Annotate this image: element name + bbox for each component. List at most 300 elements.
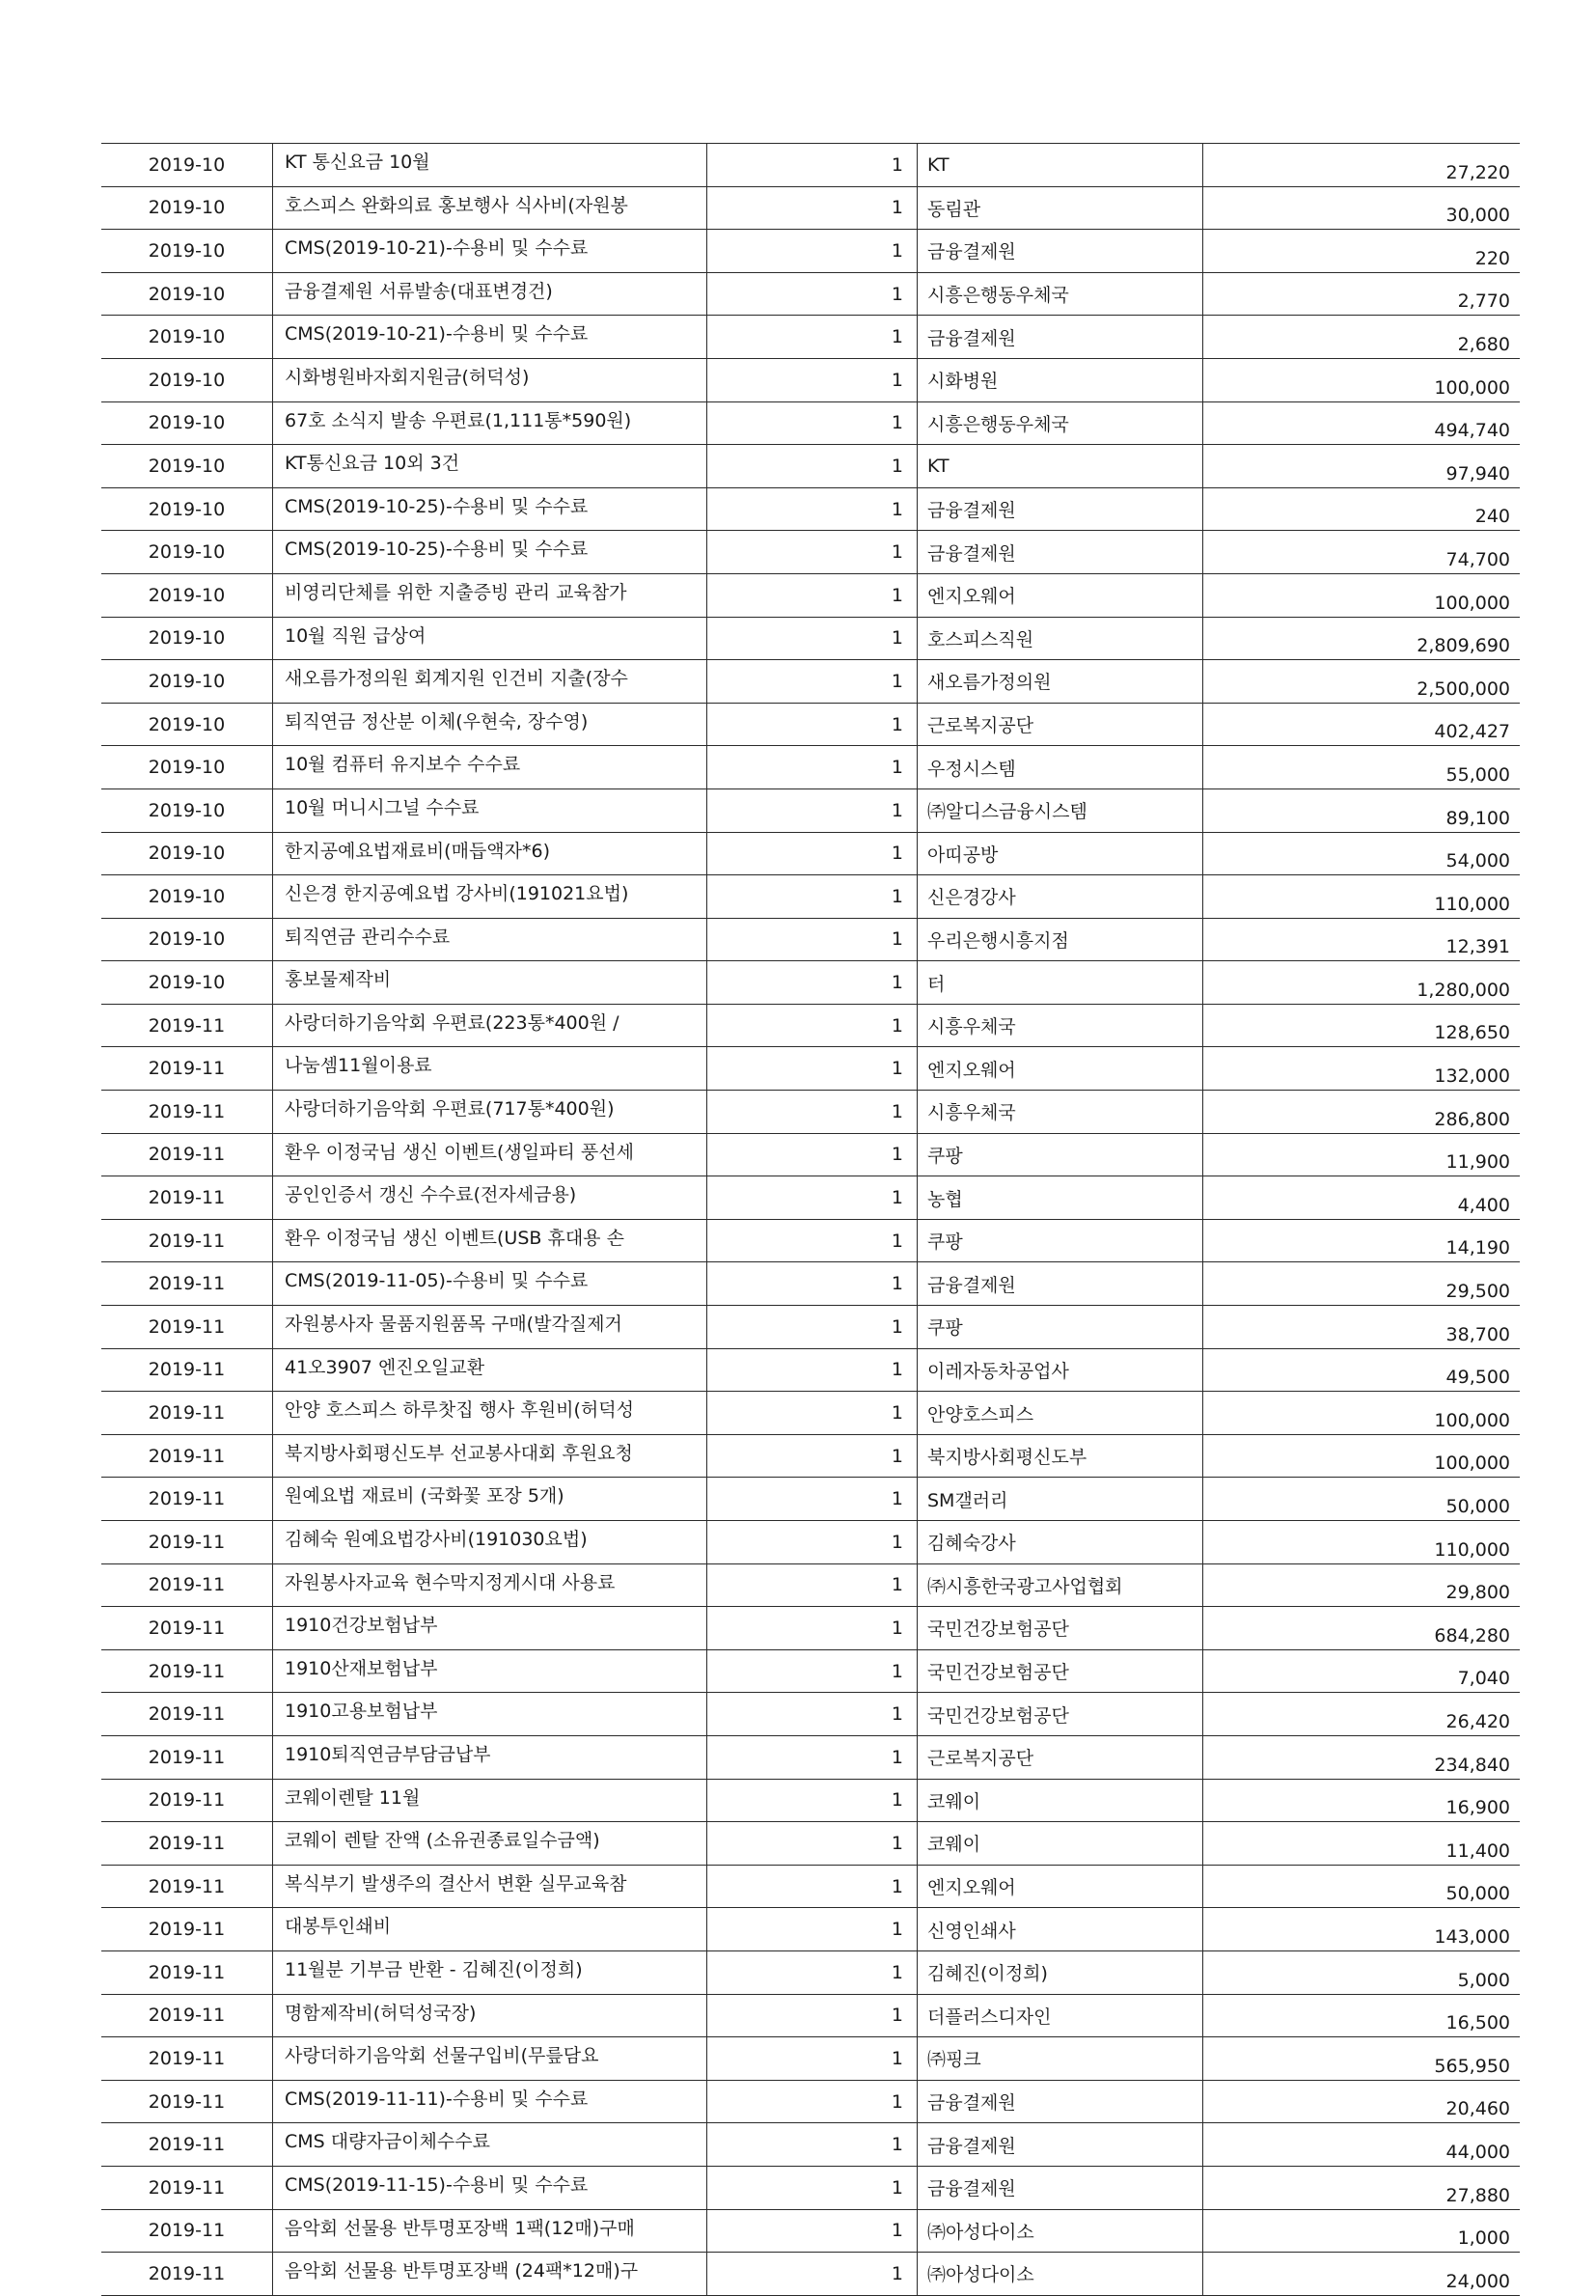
quantity-cell: 1 [707,1908,918,1951]
amount-cell: 110,000 [1203,875,1521,919]
vendor-cell: 새오름가정의원 [918,660,1203,704]
description-cell: 사랑더하기음악회 우편료(223통*400원 / [273,1004,707,1047]
date-cell: 2019-10 [101,875,273,919]
quantity-cell: 1 [707,2166,918,2209]
amount-cell: 132,000 [1203,1047,1521,1091]
vendor-cell: 금융결제원 [918,230,1203,273]
amount-cell: 89,100 [1203,788,1521,832]
quantity-cell: 1 [707,272,918,316]
quantity-cell: 1 [707,703,918,746]
vendor-cell: 우리은행시흥지점 [918,918,1203,961]
vendor-cell: 금융결제원 [918,2123,1203,2167]
date-cell: 2019-11 [101,1779,273,1822]
date-cell: 2019-11 [101,1950,273,1994]
table-row [101,788,1520,832]
vendor-cell: 국민건강보험공단 [918,1607,1203,1650]
description-cell: CMS(2019-11-15)-수용비 및 수수료 [273,2166,707,2209]
date-cell: 2019-10 [101,186,273,230]
amount-cell: 38,700 [1203,1306,1521,1349]
table-row [101,832,1520,875]
quantity-cell: 1 [707,2080,918,2123]
amount-cell: 44,000 [1203,2123,1521,2167]
description-cell: CMS(2019-10-21)-수용비 및 수수료 [273,230,707,273]
amount-cell: 220 [1203,230,1521,273]
table-row [101,272,1520,316]
quantity-cell: 1 [707,144,918,187]
description-cell: CMS(2019-10-25)-수용비 및 수수료 [273,531,707,574]
description-cell: CMS 대량자금이체수수료 [273,2123,707,2167]
table-row [101,1434,1520,1478]
quantity-cell: 1 [707,918,918,961]
vendor-cell: 시화병원 [918,358,1203,401]
vendor-cell: 아띠공방 [918,832,1203,875]
date-cell: 2019-10 [101,832,273,875]
description-cell: 나눔셈11월이용료 [273,1047,707,1091]
amount-cell: 143,000 [1203,1908,1521,1951]
vendor-cell: 코웨이 [918,1779,1203,1822]
vendor-cell: 시흥은행동우체국 [918,272,1203,316]
date-cell: 2019-11 [101,1262,273,1306]
description-cell: 사랑더하기음악회 우편료(717통*400원) [273,1091,707,1134]
date-cell: 2019-11 [101,1822,273,1866]
table-row [101,617,1520,660]
quantity-cell: 1 [707,230,918,273]
amount-cell: 20,460 [1203,2080,1521,2123]
date-cell: 2019-11 [101,1348,273,1392]
description-cell: 코웨이 렌탈 잔액 (소유권종료일수금액) [273,1822,707,1866]
table-row [101,1392,1520,1435]
description-cell: 사랑더하기음악회 선물구입비(무릎담요 [273,2037,707,2081]
table-row [101,1735,1520,1779]
date-cell: 2019-11 [101,2123,273,2167]
date-cell: 2019-11 [101,1047,273,1091]
table-row [101,1176,1520,1220]
description-cell: 한지공예요법재료비(매듭액자*6) [273,832,707,875]
table-row [101,660,1520,704]
quantity-cell: 1 [707,2037,918,2081]
quantity-cell: 1 [707,1607,918,1650]
quantity-cell: 1 [707,2209,918,2253]
date-cell: 2019-11 [101,1908,273,1951]
amount-cell: 16,500 [1203,1994,1521,2037]
vendor-cell: 쿠팡 [918,1133,1203,1176]
description-cell: 환우 이정국님 생신 이벤트(생일파티 풍선세 [273,1133,707,1176]
description-cell: 신은경 한지공예요법 강사비(191021요법) [273,875,707,919]
date-cell: 2019-11 [101,1478,273,1521]
amount-cell: 100,000 [1203,358,1521,401]
vendor-cell: 국민건강보험공단 [918,1693,1203,1736]
description-cell: CMS(2019-11-05)-수용비 및 수수료 [273,1262,707,1306]
table-row [101,1693,1520,1736]
description-cell: 대봉투인쇄비 [273,1908,707,1951]
quantity-cell: 1 [707,1434,918,1478]
quantity-cell: 1 [707,445,918,488]
vendor-cell: 금융결제원 [918,1262,1203,1306]
quantity-cell: 1 [707,2123,918,2167]
vendor-cell: KT [918,445,1203,488]
vendor-cell: ㈜핑크 [918,2037,1203,2081]
description-cell: 김혜숙 원예요법강사비(191030요법) [273,1521,707,1564]
amount-cell: 24,000 [1203,2253,1521,2296]
description-cell: 41오3907 엔진오일교환 [273,1348,707,1392]
quantity-cell: 1 [707,1133,918,1176]
amount-cell: 2,500,000 [1203,660,1521,704]
amount-cell: 27,880 [1203,2166,1521,2209]
table-row [101,875,1520,919]
quantity-cell: 1 [707,1004,918,1047]
table-row [101,2037,1520,2081]
vendor-cell: 근로복지공단 [918,703,1203,746]
vendor-cell: ㈜시흥한국광고사업협회 [918,1563,1203,1607]
date-cell: 2019-11 [101,1176,273,1220]
quantity-cell: 1 [707,1779,918,1822]
vendor-cell: 시흥우체국 [918,1091,1203,1134]
date-cell: 2019-11 [101,2166,273,2209]
table-row [101,1091,1520,1134]
amount-cell: 234,840 [1203,1735,1521,1779]
quantity-cell: 1 [707,186,918,230]
date-cell: 2019-11 [101,1693,273,1736]
amount-cell: 55,000 [1203,746,1521,789]
amount-cell: 97,940 [1203,445,1521,488]
description-cell: 시화병원바자회지원금(허덕성) [273,358,707,401]
description-cell: 1910고용보험납부 [273,1693,707,1736]
vendor-cell: 신영인쇄사 [918,1908,1203,1951]
quantity-cell: 1 [707,1348,918,1392]
vendor-cell: 더플러스디자인 [918,1994,1203,2037]
vendor-cell: 시흥우체국 [918,1004,1203,1047]
vendor-cell: 엔지오웨어 [918,1865,1203,1908]
table-row [101,1133,1520,1176]
amount-cell: 30,000 [1203,186,1521,230]
date-cell: 2019-10 [101,573,273,617]
quantity-cell: 1 [707,1822,918,1866]
amount-cell: 7,040 [1203,1649,1521,1693]
table-row [101,1563,1520,1607]
quantity-cell: 1 [707,1262,918,1306]
description-cell: KT통신요금 10외 3건 [273,445,707,488]
table-row [101,1950,1520,1994]
date-cell: 2019-11 [101,1649,273,1693]
quantity-cell: 1 [707,316,918,359]
date-cell: 2019-10 [101,487,273,531]
amount-cell: 2,680 [1203,316,1521,359]
description-cell: 퇴직연금 정산분 이체(우현숙, 장수영) [273,703,707,746]
vendor-cell: 금융결제원 [918,531,1203,574]
amount-cell: 402,427 [1203,703,1521,746]
date-cell: 2019-11 [101,1091,273,1134]
table-row [101,1822,1520,1866]
ledger-body [101,144,1520,2296]
quantity-cell: 1 [707,1649,918,1693]
description-cell: 안양 호스피스 하루찻집 행사 후원비(허덕성 [273,1392,707,1435]
description-cell: 67호 소식지 발송 우편료(1,111통*590원) [273,401,707,445]
amount-cell: 100,000 [1203,1434,1521,1478]
quantity-cell: 1 [707,2253,918,2296]
date-cell: 2019-10 [101,272,273,316]
vendor-cell: 쿠팡 [918,1219,1203,1262]
date-cell: 2019-10 [101,401,273,445]
description-cell: CMS(2019-10-25)-수용비 및 수수료 [273,487,707,531]
quantity-cell: 1 [707,1950,918,1994]
date-cell: 2019-10 [101,316,273,359]
amount-cell: 2,809,690 [1203,617,1521,660]
date-cell: 2019-11 [101,1563,273,1607]
expense-ledger-table [101,143,1520,2296]
quantity-cell: 1 [707,832,918,875]
vendor-cell: SM갤러리 [918,1478,1203,1521]
vendor-cell: ㈜알디스금융시스템 [918,788,1203,832]
table-row [101,2166,1520,2209]
date-cell: 2019-11 [101,1521,273,1564]
quantity-cell: 1 [707,1047,918,1091]
amount-cell: 2,770 [1203,272,1521,316]
vendor-cell: 코웨이 [918,1822,1203,1866]
description-cell: CMS(2019-11-11)-수용비 및 수수료 [273,2080,707,2123]
amount-cell: 16,900 [1203,1779,1521,1822]
description-cell: 복식부기 발생주의 결산서 변환 실무교육참 [273,1865,707,1908]
amount-cell: 29,800 [1203,1563,1521,1607]
vendor-cell: ㈜아성다이소 [918,2209,1203,2253]
amount-cell: 1,280,000 [1203,961,1521,1005]
amount-cell: 12,391 [1203,918,1521,961]
amount-cell: 240 [1203,487,1521,531]
table-row [101,2253,1520,2296]
vendor-cell: 이레자동차공업사 [918,1348,1203,1392]
description-cell: CMS(2019-10-21)-수용비 및 수수료 [273,316,707,359]
vendor-cell: 엔지오웨어 [918,573,1203,617]
date-cell: 2019-10 [101,703,273,746]
amount-cell: 74,700 [1203,531,1521,574]
amount-cell: 11,400 [1203,1822,1521,1866]
vendor-cell: 국민건강보험공단 [918,1649,1203,1693]
vendor-cell: 금융결제원 [918,316,1203,359]
table-row [101,1521,1520,1564]
date-cell: 2019-10 [101,617,273,660]
vendor-cell: ㈜아성다이소 [918,2253,1203,2296]
description-cell: 음악회 선물용 반투명포장백 (24팩*12매)구 [273,2253,707,2296]
date-cell: 2019-10 [101,918,273,961]
quantity-cell: 1 [707,617,918,660]
amount-cell: 565,950 [1203,2037,1521,2081]
vendor-cell: KT [918,144,1203,187]
quantity-cell: 1 [707,1478,918,1521]
date-cell: 2019-11 [101,2080,273,2123]
description-cell: KT 통신요금 10월 [273,144,707,187]
amount-cell: 50,000 [1203,1478,1521,1521]
vendor-cell: 농협 [918,1176,1203,1220]
quantity-cell: 1 [707,1306,918,1349]
table-row [101,703,1520,746]
table-row [101,746,1520,789]
amount-cell: 27,220 [1203,144,1521,187]
quantity-cell: 1 [707,1735,918,1779]
amount-cell: 14,190 [1203,1219,1521,1262]
table-row [101,1047,1520,1091]
description-cell: 호스피스 완화의료 홍보행사 식사비(자원봉 [273,186,707,230]
table-row [101,1348,1520,1392]
description-cell: 비영리단체를 위한 지출증빙 관리 교육참가 [273,573,707,617]
quantity-cell: 1 [707,1091,918,1134]
amount-cell: 54,000 [1203,832,1521,875]
amount-cell: 4,400 [1203,1176,1521,1220]
quantity-cell: 1 [707,788,918,832]
description-cell: 자원봉사자 물품지원품목 구매(발각질제거 [273,1306,707,1349]
vendor-cell: 시흥은행동우체국 [918,401,1203,445]
table-row [101,144,1520,187]
description-cell: 금융결제원 서류발송(대표변경건) [273,272,707,316]
quantity-cell: 1 [707,1865,918,1908]
table-row [101,2209,1520,2253]
table-row [101,316,1520,359]
table-row [101,1649,1520,1693]
amount-cell: 286,800 [1203,1091,1521,1134]
table-row [101,2080,1520,2123]
quantity-cell: 1 [707,1176,918,1220]
vendor-cell: 김혜숙강사 [918,1521,1203,1564]
vendor-cell: 금융결제원 [918,2166,1203,2209]
description-cell: 홍보물제작비 [273,961,707,1005]
description-cell: 11월분 기부금 반환 - 김혜진(이정희) [273,1950,707,1994]
date-cell: 2019-11 [101,1607,273,1650]
description-cell: 10월 직원 급상여 [273,617,707,660]
quantity-cell: 1 [707,1521,918,1564]
description-cell: 환우 이정국님 생신 이벤트(USB 휴대용 손 [273,1219,707,1262]
amount-cell: 100,000 [1203,1392,1521,1435]
table-row [101,1994,1520,2037]
table-row [101,2123,1520,2167]
date-cell: 2019-10 [101,531,273,574]
amount-cell: 128,650 [1203,1004,1521,1047]
table-row [101,1908,1520,1951]
date-cell: 2019-11 [101,1865,273,1908]
vendor-cell: 터 [918,961,1203,1005]
vendor-cell: 안양호스피스 [918,1392,1203,1435]
amount-cell: 494,740 [1203,401,1521,445]
description-cell: 10월 컴퓨터 유지보수 수수료 [273,746,707,789]
date-cell: 2019-11 [101,1133,273,1176]
table-row [101,961,1520,1005]
amount-cell: 5,000 [1203,1950,1521,1994]
description-cell: 1910퇴직연금부담금납부 [273,1735,707,1779]
quantity-cell: 1 [707,660,918,704]
quantity-cell: 1 [707,1994,918,2037]
table-row [101,573,1520,617]
description-cell: 퇴직연금 관리수수료 [273,918,707,961]
table-row [101,1478,1520,1521]
quantity-cell: 1 [707,1392,918,1435]
vendor-cell: 근로복지공단 [918,1735,1203,1779]
table-row [101,1004,1520,1047]
date-cell: 2019-10 [101,230,273,273]
date-cell: 2019-11 [101,1434,273,1478]
vendor-cell: 동림관 [918,186,1203,230]
vendor-cell: 금융결제원 [918,487,1203,531]
table-row [101,445,1520,488]
vendor-cell: 엔지오웨어 [918,1047,1203,1091]
description-cell: 공인인증서 갱신 수수료(전자세금용) [273,1176,707,1220]
date-cell: 2019-10 [101,961,273,1005]
table-row [101,1607,1520,1650]
table-row [101,186,1520,230]
amount-cell: 49,500 [1203,1348,1521,1392]
description-cell: 자원봉사자교육 현수막지정게시대 사용료 [273,1563,707,1607]
date-cell: 2019-10 [101,358,273,401]
quantity-cell: 1 [707,1563,918,1607]
date-cell: 2019-11 [101,1392,273,1435]
description-cell: 코웨이렌탈 11월 [273,1779,707,1822]
date-cell: 2019-11 [101,1735,273,1779]
quantity-cell: 1 [707,875,918,919]
date-cell: 2019-11 [101,2209,273,2253]
date-cell: 2019-10 [101,660,273,704]
table-row [101,1219,1520,1262]
quantity-cell: 1 [707,487,918,531]
amount-cell: 110,000 [1203,1521,1521,1564]
amount-cell: 684,280 [1203,1607,1521,1650]
table-row [101,487,1520,531]
date-cell: 2019-10 [101,144,273,187]
quantity-cell: 1 [707,961,918,1005]
date-cell: 2019-11 [101,2253,273,2296]
quantity-cell: 1 [707,531,918,574]
quantity-cell: 1 [707,573,918,617]
table-row [101,1865,1520,1908]
date-cell: 2019-11 [101,1994,273,2037]
date-cell: 2019-11 [101,1004,273,1047]
amount-cell: 11,900 [1203,1133,1521,1176]
quantity-cell: 1 [707,358,918,401]
vendor-cell: 신은경강사 [918,875,1203,919]
table-row [101,230,1520,273]
date-cell: 2019-11 [101,1219,273,1262]
description-cell: 음악회 선물용 반투명포장백 1팩(12매)구매 [273,2209,707,2253]
amount-cell: 1,000 [1203,2209,1521,2253]
vendor-cell: 김혜진(이정희) [918,1950,1203,1994]
table-row [101,1779,1520,1822]
description-cell: 1910산재보험납부 [273,1649,707,1693]
amount-cell: 26,420 [1203,1693,1521,1736]
description-cell: 북지방사회평신도부 선교봉사대회 후원요청 [273,1434,707,1478]
quantity-cell: 1 [707,401,918,445]
description-cell: 새오름가정의원 회계지원 인건비 지출(장수 [273,660,707,704]
table-row [101,1306,1520,1349]
date-cell: 2019-11 [101,2037,273,2081]
vendor-cell: 호스피스직원 [918,617,1203,660]
vendor-cell: 북지방사회평신도부 [918,1434,1203,1478]
table-row [101,1262,1520,1306]
description-cell: 1910건강보험납부 [273,1607,707,1650]
date-cell: 2019-10 [101,445,273,488]
vendor-cell: 금융결제원 [918,2080,1203,2123]
amount-cell: 50,000 [1203,1865,1521,1908]
description-cell: 10월 머니시그널 수수료 [273,788,707,832]
quantity-cell: 1 [707,1693,918,1736]
table-row [101,531,1520,574]
table-row [101,918,1520,961]
date-cell: 2019-10 [101,788,273,832]
quantity-cell: 1 [707,1219,918,1262]
amount-cell: 29,500 [1203,1262,1521,1306]
description-cell: 명함제작비(허덕성국장) [273,1994,707,2037]
date-cell: 2019-11 [101,1306,273,1349]
table-row [101,401,1520,445]
table-row [101,358,1520,401]
vendor-cell: 쿠팡 [918,1306,1203,1349]
vendor-cell: 우정시스템 [918,746,1203,789]
quantity-cell: 1 [707,746,918,789]
date-cell: 2019-10 [101,746,273,789]
